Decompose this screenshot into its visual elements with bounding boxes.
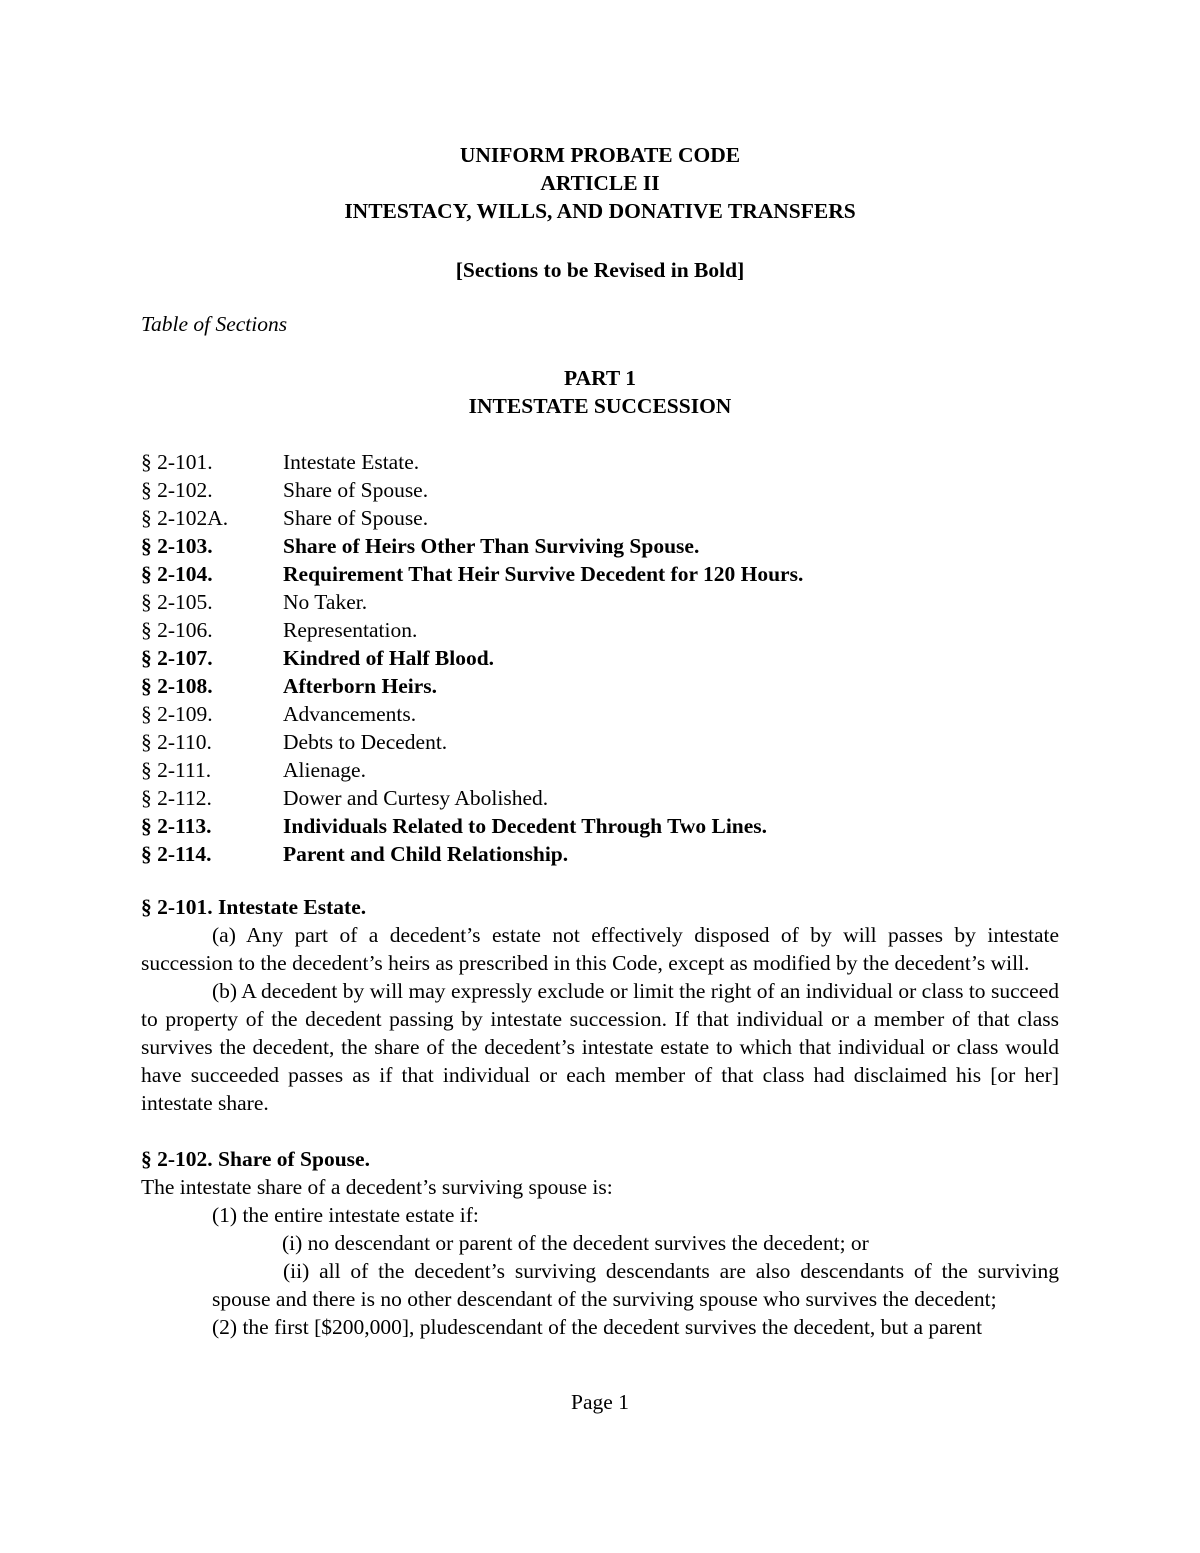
toc-section-number: § 2-103. (141, 534, 213, 558)
toc-section-number: § 2-114. (141, 842, 212, 866)
toc-section-number: § 2-105. (141, 590, 213, 614)
toc-section-title: Individuals Related to Decedent Through Two Lines. (283, 814, 768, 838)
toc-row (141, 616, 1061, 644)
toc-section-title: Representation. (283, 618, 418, 642)
part-label: PART 1 (564, 366, 636, 390)
toc-section-number: § 2-101. (141, 450, 213, 474)
toc-section-number: § 2-107. (141, 646, 213, 670)
part-heading (0, 364, 1200, 420)
toc-section-number: § 2-110. (141, 730, 212, 754)
toc-section-title: Intestate Estate. (283, 450, 420, 474)
toc-row (141, 532, 1061, 560)
toc-section-title: Alienage. (283, 758, 366, 782)
toc-row (141, 476, 1061, 504)
toc-section-title: Afterborn Heirs. (283, 674, 438, 698)
section-2-102-heading: § 2-102. Share of Spouse. (141, 1147, 370, 1171)
page-number: Page 1 (571, 1390, 629, 1414)
toc-row (141, 784, 1061, 812)
toc-row (141, 504, 1061, 532)
toc-section-title: Kindred of Half Blood. (283, 646, 495, 670)
section-2-101-para-b: (b) A decedent by will may expressly exclude or limit the right of an individual or class to succeed to property of the decedent passing by intestate succession. If that individual or a member of that class survives the decedent, the share of the decedent’s intestate estate to which that individual or class would have succeeded passes as if that individual or each member of that class had disclaimed his [or her] intestate share. (141, 979, 1059, 1115)
toc-section-title: Parent and Child Relationship. (283, 842, 569, 866)
toc-section-number: § 2-102A. (141, 506, 229, 530)
title-line-1: UNIFORM PROBATE CODE (459, 143, 741, 167)
toc-row (141, 756, 1061, 784)
spacer (141, 1117, 1059, 1145)
toc-section-number: § 2-102. (141, 478, 213, 502)
document-body (141, 893, 1059, 1341)
section-2-101-heading: § 2-101. Intestate Estate. (141, 895, 367, 919)
toc-row (141, 840, 1061, 868)
section-2-102-item-2: (2) the first [$200,000], pludescendant of the decedent survives the decedent, but a parent (212, 1315, 983, 1339)
revision-note: [Sections to be Revised in Bold] (455, 258, 745, 282)
toc-section-number: § 2-106. (141, 618, 213, 642)
toc-row (141, 672, 1061, 700)
title-line-3: INTESTACY, WILLS, AND DONATIVE TRANSFERS (344, 199, 856, 223)
toc-section-title: Requirement That Heir Survive Decedent for 120 Hours. (283, 562, 804, 586)
toc-section-number: § 2-104. (141, 562, 213, 586)
toc-row (141, 644, 1061, 672)
toc-row (141, 812, 1061, 840)
section-2-102-item-1-ii: (ii) all of the decedent’s surviving descendants are also descendants of the surviving spouse and there is no other descendant of the surviving spouse who survives the decedent; (212, 1259, 1059, 1311)
toc-section-title: Advancements. (283, 702, 417, 726)
toc-row (141, 588, 1061, 616)
toc-row (141, 700, 1061, 728)
toc-section-number: § 2-111. (141, 758, 212, 782)
toc-section-number: § 2-113. (141, 814, 212, 838)
toc-section-title: Share of Heirs Other Than Surviving Spouse. (283, 534, 700, 558)
toc-section-title: Share of Spouse. (283, 506, 429, 530)
part-title: INTESTATE SUCCESSION (468, 394, 732, 418)
toc-section-title: Debts to Decedent. (283, 730, 448, 754)
toc-heading: Table of Sections (141, 312, 288, 336)
toc-row (141, 560, 1061, 588)
toc-row (141, 448, 1061, 476)
title-line-2: ARTICLE II (540, 171, 660, 195)
toc-section-number: § 2-112. (141, 786, 212, 810)
table-of-sections (141, 448, 1061, 868)
toc-section-title: Share of Spouse. (283, 478, 429, 502)
section-2-102-item-1-i: (i) no descendant or parent of the decedent survives the decedent; or (282, 1231, 869, 1255)
toc-section-title: Dower and Curtesy Abolished. (283, 786, 549, 810)
toc-section-number: § 2-109. (141, 702, 213, 726)
toc-section-number: § 2-108. (141, 674, 213, 698)
section-2-101-para-a: (a) Any part of a decedent’s estate not effectively disposed of by will passes by intestate succession to the decedent’s heirs as prescribed in this Code, except as modified by the decedent’s will. (141, 923, 1059, 975)
section-2-102-intro: The intestate share of a decedent’s surviving spouse is: (141, 1175, 613, 1199)
section-2-102-item-1: (1) the entire intestate estate if: (212, 1203, 479, 1227)
toc-row (141, 728, 1061, 756)
document-title-block (0, 141, 1200, 225)
toc-section-title: No Taker. (283, 590, 368, 614)
